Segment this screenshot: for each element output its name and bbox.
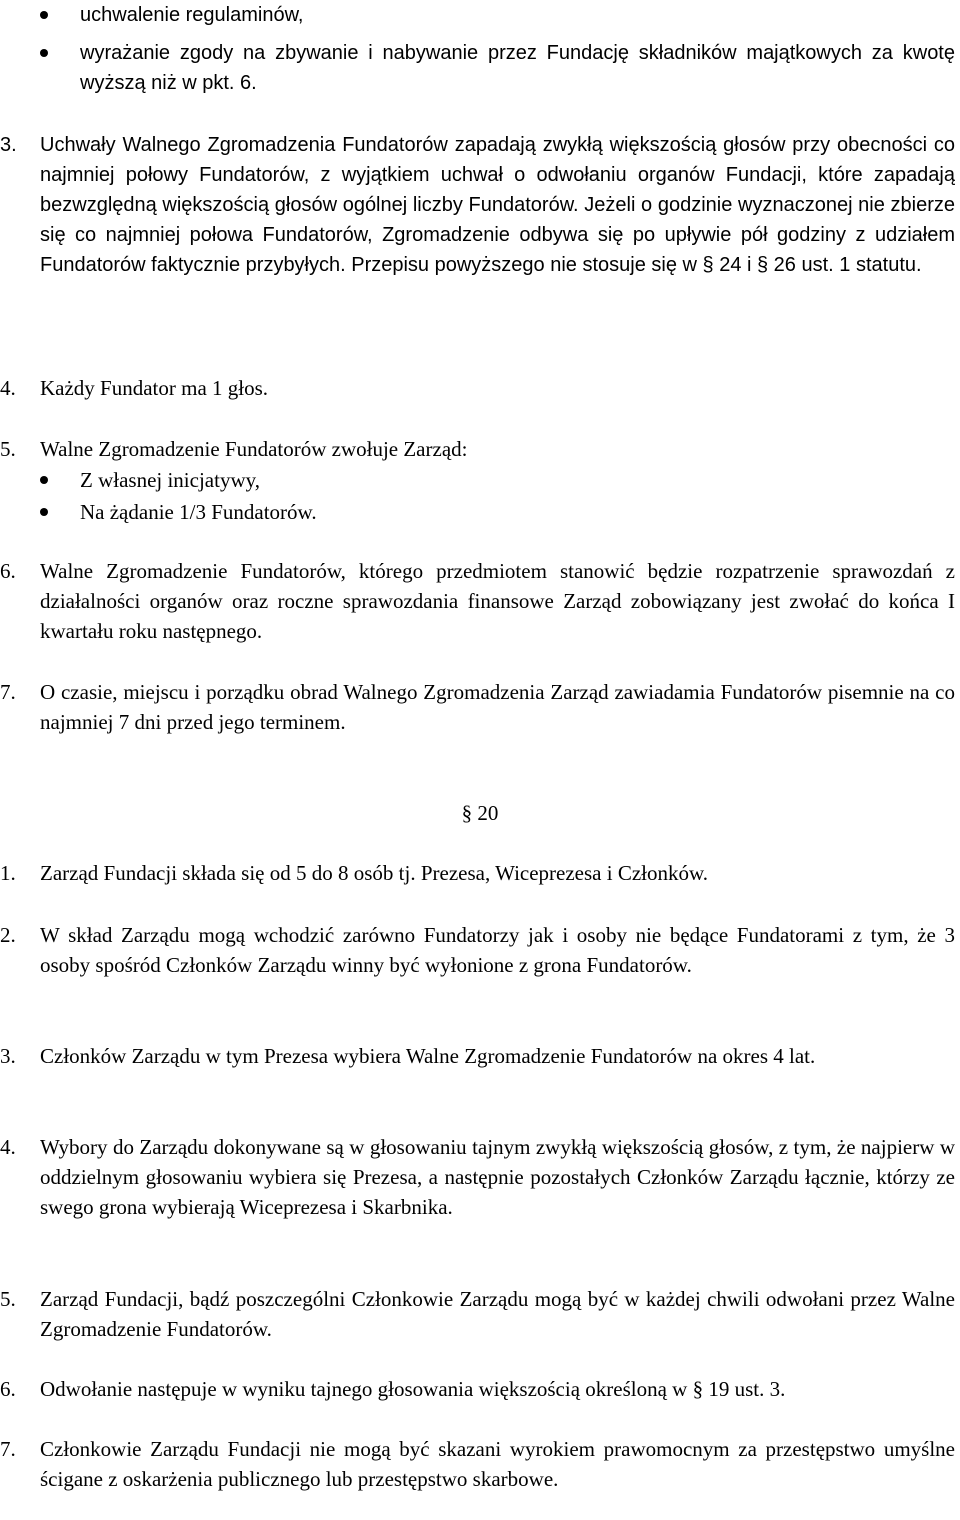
list-item: [0, 130, 955, 280]
bullet-icon: [40, 49, 48, 57]
bullet-icon: [40, 508, 48, 516]
item-number: 4.: [0, 376, 16, 400]
item-text: Uchwały Walnego Zgromadzenia Fundatorów zapadają zwykłą większością głosów przy obecności co najmniej połowy Fundatorów, z wyjątkiem uchwał o odwołaniu organów Fundacji, które zapadają bezwzględną większością głosów ogólnej liczby Fundatorów. Jeżeli o godzinie wyznaczonej nie zbierze się co najmniej połowa Fundatorów, Zgromadzenie odbywa się po upływie pół godziny z udziałem Fundatorów faktycznie przybyłych. Przepisu powyższego nie stosuje się w § 24 i § 26 ust. 1 statutu.: [40, 134, 955, 276]
item-number: 3.: [0, 134, 17, 156]
list-item: [0, 1132, 955, 1222]
item-text: Zarząd Fundacji składa się od 5 do 8 osób tj. Prezesa, Wiceprezesa i Członków.: [40, 861, 709, 885]
bullet-item: Z własnej inicjatywy,: [0, 465, 955, 495]
item-number: 2.: [0, 923, 16, 947]
item-number: 4.: [0, 1135, 16, 1159]
item-text: O czasie, miejscu i porządku obrad Walnego Zgromadzenia Zarząd zawiadamia Fundatorów pisemnie na co najmniej 7 dni przed jego terminem.: [40, 680, 955, 734]
item-text: Wybory do Zarządu dokonywane są w głosowaniu tajnym zwykłą większością głosów, z tym, że najpierw w oddzielnym głosowaniu wybiera się Prezesa, a następnie pozostałych Członków Zarządu łącznie, którzy ze swego grona wybierają Wiceprezesa i Skarbnika.: [40, 1135, 955, 1219]
item-number: 6.: [0, 559, 16, 583]
list-item: [0, 858, 955, 888]
list-item: [0, 920, 955, 980]
item-number: 6.: [0, 1377, 16, 1401]
section-heading: § 20: [461, 801, 499, 825]
item-number: 7.: [0, 1437, 16, 1461]
item-text: Odwołanie następuje w wyniku tajnego głosowania większością określoną w § 19 ust. 3.: [40, 1377, 786, 1401]
bullet-icon: [40, 11, 48, 19]
item-number: 3.: [0, 1044, 16, 1068]
item-text: Każdy Fundator ma 1 głos.: [40, 376, 269, 400]
item-number: 1.: [0, 861, 16, 885]
list-item: [0, 677, 955, 737]
list-item: [0, 434, 955, 464]
list-item: [0, 373, 955, 403]
list-item: [0, 1284, 955, 1344]
item-text: Zarząd Fundacji, bądź poszczególni Członkowie Zarządu mogą być w każdej chwili odwołani przez Walne Zgromadzenie Fundatorów.: [40, 1287, 955, 1341]
item-text: Członków Zarządu w tym Prezesa wybiera Walne Zgromadzenie Fundatorów na okres 4 lat.: [40, 1044, 816, 1068]
list-item: [0, 1434, 955, 1494]
item-text: Walne Zgromadzenie Fundatorów zwołuje Zarząd:: [40, 437, 468, 461]
item-text: Członkowie Zarządu Fundacji nie mogą być skazani wyrokiem prawomocnym za przestępstwo umyślne ścigane z oskarżenia publicznego lub przestępstwo skarbowe.: [40, 1437, 955, 1491]
bullet-icon: [40, 476, 48, 484]
item-text: W skład Zarządu mogą wchodzić zarówno Fundatorzy jak i osoby nie będące Fundatorami z tym, że 3 osoby spośród Członków Zarządu winny być wyłonione z grona Fundatorów.: [40, 923, 955, 977]
bullet-item: wyrażanie zgody na zbywanie i nabywanie przez Fundację składników majątkowych za kwotę wyższą niż w pkt. 6.: [0, 38, 955, 98]
item-text: Walne Zgromadzenie Fundatorów, którego przedmiotem stanowić będzie rozpatrzenie sprawozdań z działalności organów oraz roczne sprawozdania finansowe Zarząd zobowiązany jest zwołać do końca I kwartału roku następnego.: [40, 559, 955, 643]
bullet-item: uchwalenie regulaminów,: [0, 0, 955, 30]
list-item: [0, 556, 955, 646]
list-item: [0, 1374, 955, 1404]
bullet-item: Na żądanie 1/3 Fundatorów.: [0, 497, 955, 527]
item-number: 7.: [0, 680, 16, 704]
item-number: 5.: [0, 1287, 16, 1311]
list-item: [0, 1041, 955, 1071]
item-number: 5.: [0, 437, 16, 461]
